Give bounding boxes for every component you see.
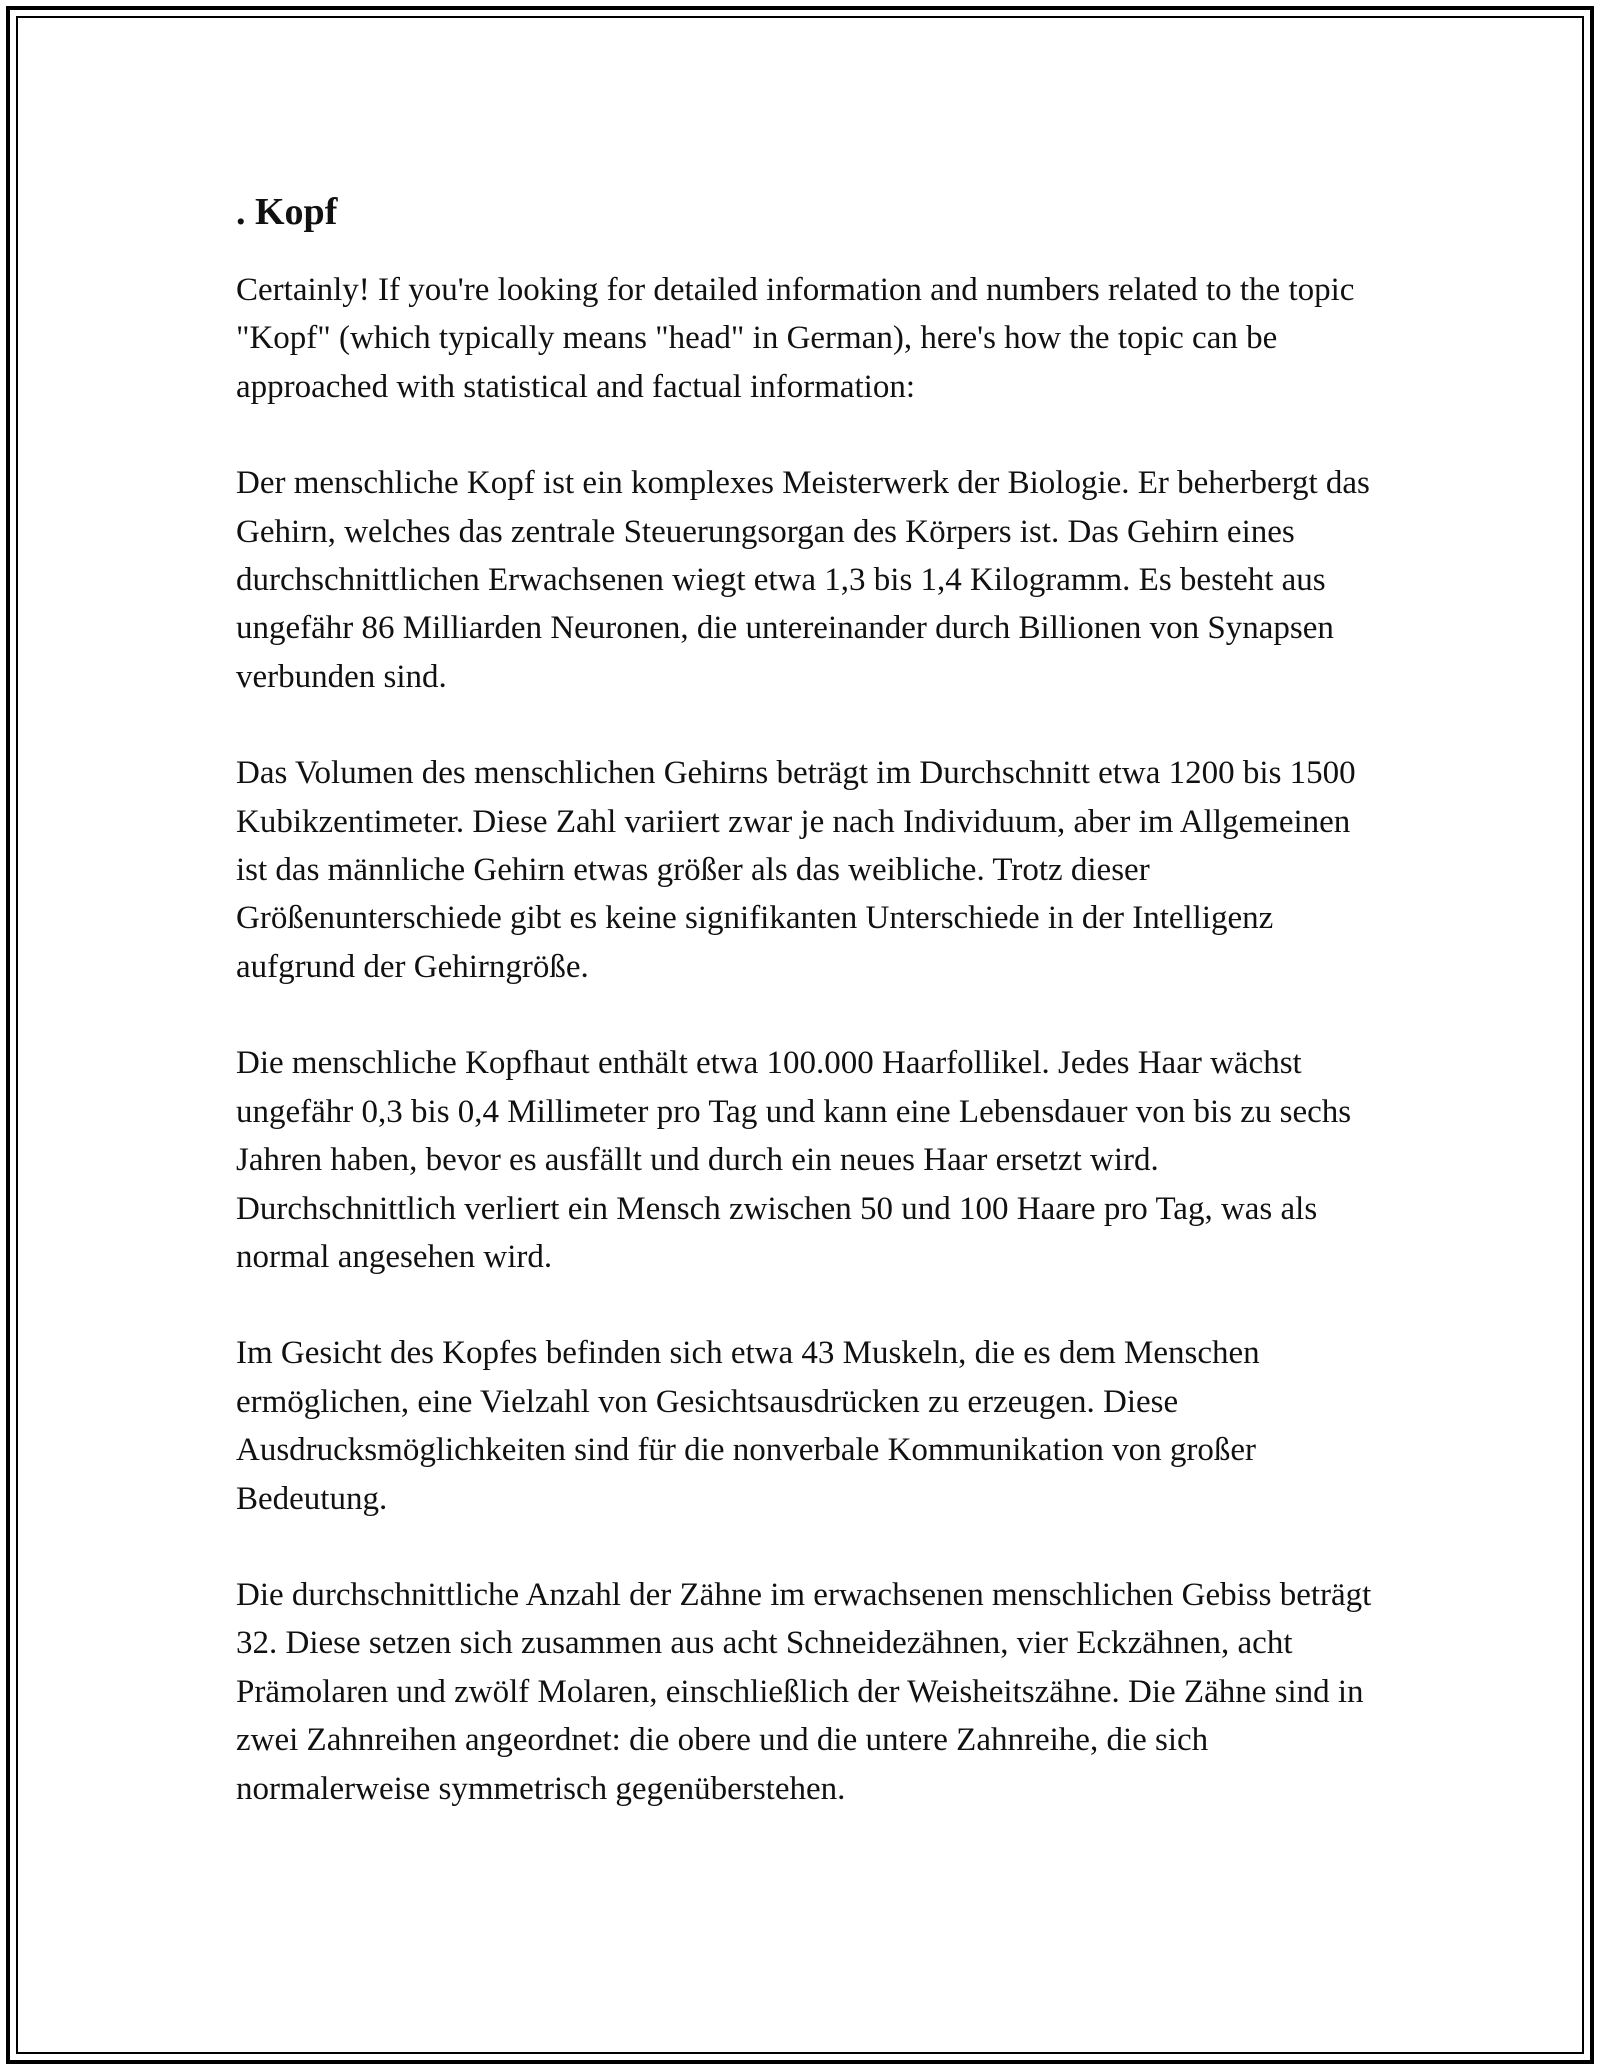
paragraph-face-muscles: Im Gesicht des Kopfes befinden sich etwa 43 Muskeln, die es dem Menschen ermöglichen, eine Vielzahl von Gesichtsausdrücken zu erzeugen. Diese Ausdrucksmöglichkeiten sind für die nonverbale Kommunikation von großer Bedeutung. [236,1335,1260,1517]
paragraph-scalp-hair: Die menschliche Kopfhaut enthält etwa 100.000 Haarfollikel. Jedes Haar wächst ungefähr 0,3 bis 0,4 Millimeter pro Tag und kann eine Lebensdauer von bis zu sechs Jahren haben, bevor es ausfällt und durch ein neues Haar ersetzt wird. Durchschnittlich verliert ein Mensch zwischen 50 und 100 Haare pro Tag, was als normal angesehen wird. [236,1045,1352,1275]
paragraph-teeth: Die durchschnittliche Anzahl der Zähne im erwachsenen menschlichen Gebiss beträgt 32. Diese setzen sich zusammen aus acht Schneidezähnen, vier Eckzähnen, acht Prämolaren und zwölf Molaren, einschließlich der Weisheitszähne. Die Zähne sind in zwei Zahnreihen angeordnet: die obere und die untere Zahnreihe, die sich normalerweise symmetrisch gegenüberstehen. [236,1576,1372,1807]
document-body [236,186,1376,1861]
paragraph-intro: Certainly! If you're looking for detailed information and numbers related to the topic "Kopf" (which typically means "head" in German), here's how the topic can be approached with statistical and factual information: [236,272,1355,405]
document-title: . Kopf [236,191,338,233]
paragraph-brain-volume: Das Volumen des menschlichen Gehirns beträgt im Durchschnitt etwa 1200 bis 1500 Kubikzentimeter. Diese Zahl variiert zwar je nach Individuum, aber im Allgemeinen ist das männliche Gehirn etwas größer als das weibliche. Trotz dieser Größenunterschiede gibt es keine signifikanten Unterschiede in der Intelligenz aufgrund der Gehirngröße. [236,755,1356,985]
paragraph-brain: Der menschliche Kopf ist ein komplexes Meisterwerk der Biologie. Er beherbergt das Gehirn, welches das zentrale Steuerungsorgan des Körpers ist. Das Gehirn eines durchschnittlichen Erwachsenen wiegt etwa 1,3 bis 1,4 Kilogramm. Es besteht aus ungefähr 86 Milliarden Neuronen, die untereinander durch Billionen von Synapsen verbunden sind. [236,465,1370,695]
